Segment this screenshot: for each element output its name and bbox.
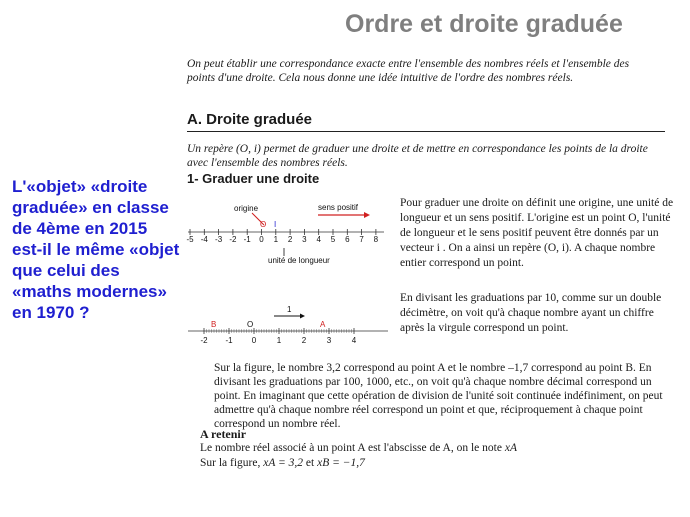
axis-2-tick-label-3: 3 xyxy=(326,336,332,345)
axis-1-ticks xyxy=(186,229,378,244)
axis-2-tick-label-1: 1 xyxy=(276,336,282,345)
axis-2-tick-label-2: 2 xyxy=(301,336,307,345)
xb-value: xB = −1,7 xyxy=(317,457,365,469)
number-line-1 xyxy=(186,203,384,265)
unit-vector-arrowhead xyxy=(300,314,305,319)
axis-1-tick-label--2: -2 xyxy=(229,235,237,244)
retenir-line-2 xyxy=(200,457,365,469)
section-divider xyxy=(187,131,665,132)
vector-label: 1 xyxy=(287,305,292,314)
axis-1-tick-label-2: 2 xyxy=(287,235,293,244)
retenir-line-1 xyxy=(200,442,517,454)
axis-1-tick-label-4: 4 xyxy=(316,235,321,244)
number-line-figures xyxy=(184,196,396,351)
subsection-heading-1: 1- Graduer une droite xyxy=(187,171,320,186)
origine-label: origine xyxy=(234,204,259,213)
paragraph-graduer: Pour graduer une droite on définit une origine, une unité de longueur et un sens positif. L'origine est un point O, l'unité de longueur et le sens positif peuvent être donnés par un vecteur i . On a ainsi un repère (O, i). A chaque nombre entier correspond un point. xyxy=(400,197,674,269)
axis-2-tick-label-0: 0 xyxy=(251,336,257,345)
point-b-label: B xyxy=(211,320,217,329)
axis-1-tick-label--5: -5 xyxy=(186,235,194,244)
axis-1-tick-label-0: 0 xyxy=(259,235,264,244)
paragraph-decimetre: En divisant les graduations par 10, comme sur un double décimètre, on voit qu'à chaque nombre ayant un chiffre après la virgule correspond un point. xyxy=(400,292,662,334)
axis-2-tick-label--2: -2 xyxy=(200,336,208,345)
axis-1-tick-label--4: -4 xyxy=(200,235,208,244)
axis-1-tick-label-6: 6 xyxy=(345,235,350,244)
axis-2-tick-label--1: -1 xyxy=(225,336,233,345)
abscissa-notation: xA xyxy=(504,442,517,454)
axis-1-tick-label--3: -3 xyxy=(215,235,223,244)
section-heading-a: A. Droite graduée xyxy=(187,111,313,128)
number-line-2 xyxy=(188,305,388,345)
page-title: Ordre et droite graduée xyxy=(345,10,623,38)
retenir-title: A retenir xyxy=(200,427,247,441)
retenir-line-2-prefix: Sur la figure, xyxy=(200,457,261,469)
paragraph-figure: Sur la figure, le nombre 3,2 correspond au point A et le nombre –1,7 correspond au point B. En divisant les graduations par 100, 1000, etc., on voit qu'à chaque nombre décimal correspond un point. En imaginant que cette opération de division de l'unité soit continuée indéfiniment, on peut admettre qu'à chaque nombre réel correspond un point et que, réciproquement à chaque point correspond un nombre réel. xyxy=(214,362,663,430)
axis-2-tick-label-4: 4 xyxy=(351,336,357,345)
axis-1-tick-label-8: 8 xyxy=(373,235,379,244)
retenir-line-1-text: Le nombre réel associé à un point A est l'abscisse de A, on le note xyxy=(200,442,502,454)
sens-positif-arrowhead xyxy=(364,212,370,218)
repere-text: Un repère (O, i) permet de graduer une droite et de mettre en correspondance les points de la droite avec l'ensemble des nombres réels. xyxy=(187,143,648,169)
axis-1-tick-label-7: 7 xyxy=(359,235,364,244)
point-o-label: O xyxy=(260,220,267,229)
et-word: et xyxy=(305,457,315,469)
point-i-label: I xyxy=(274,220,277,229)
intro-text: On peut établir une correspondance exacte entre l'ensemble des nombres réels et l'ensemble des points d'une droite. Cela nous donne une idée intuitive de l'ordre des nombres réels. xyxy=(187,58,630,84)
question-text: L'«objet» «droite graduée» en classe de 4ème en 2015 est-il le même «objet que celui des «maths modernes» en 1970 ? xyxy=(12,177,180,322)
axis-1-tick-label-5: 5 xyxy=(330,235,336,244)
unit-length-label: unité de longueur xyxy=(268,256,330,265)
axis-2-ticks xyxy=(200,328,356,345)
axis-1-tick-label-3: 3 xyxy=(302,235,307,244)
sens-positif-label: sens positif xyxy=(318,203,359,212)
point-a-label: A xyxy=(320,320,326,329)
axis-1-tick-label-1: 1 xyxy=(273,235,279,244)
xa-value: xA = 3,2 xyxy=(263,457,304,469)
point-o2-label: O xyxy=(247,320,254,329)
axis-1-tick-label--1: -1 xyxy=(243,235,251,244)
